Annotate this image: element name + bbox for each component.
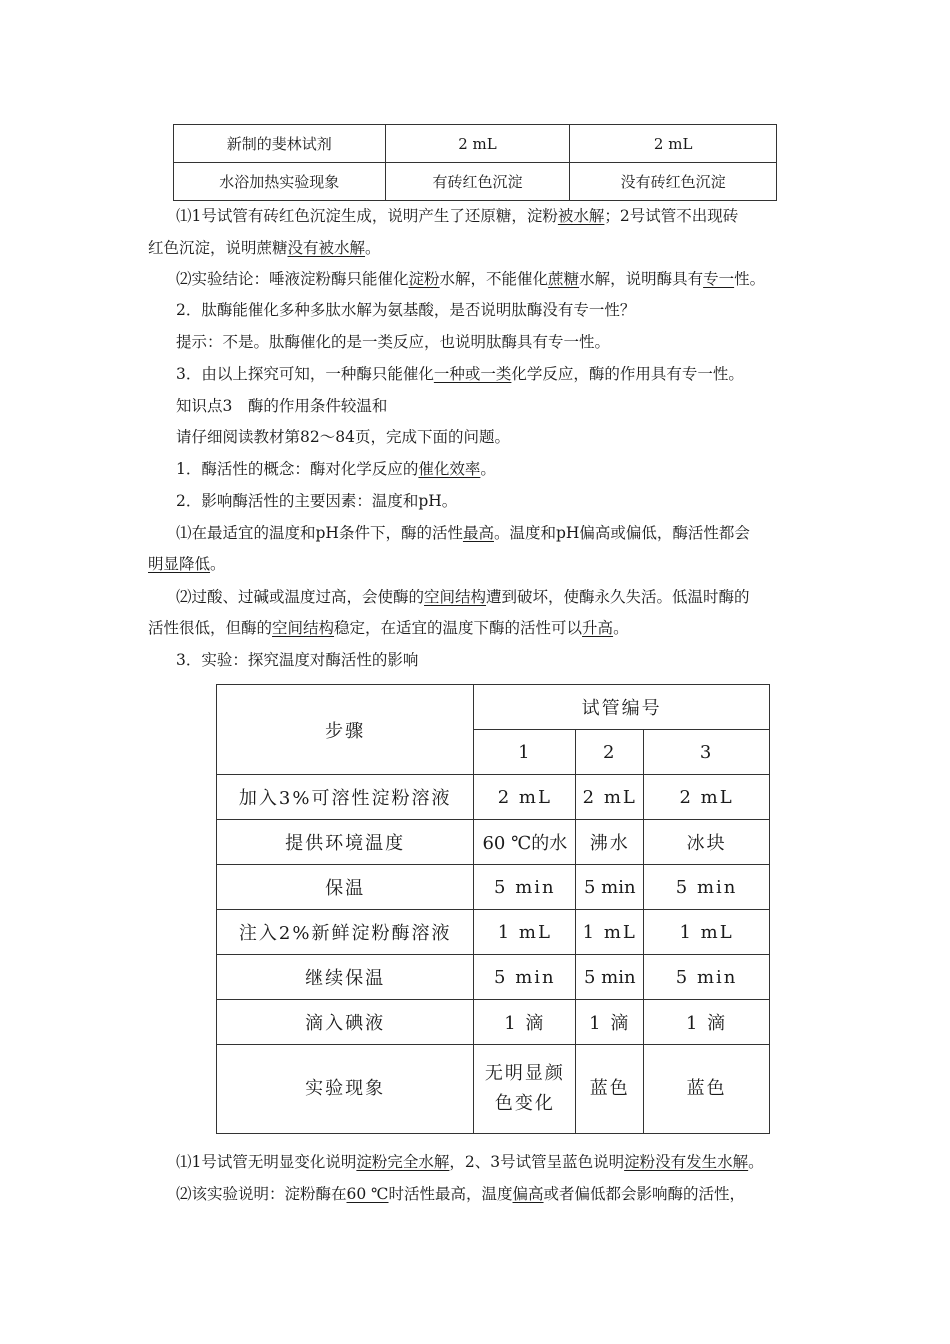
table-cell: 5 min [644,865,770,910]
text: 。 [613,619,629,637]
conclusion-paragraph [176,268,765,290]
text: 遭到破坏，使酶永久失活。低温时酶的 [486,588,750,606]
text: ；2号试管不出现砖 [604,207,739,225]
text: 。温度和pH偏高或偏低，酶活性都会 [493,524,750,542]
answer-blank: 升高 [582,619,614,637]
instruction: 请仔细阅读教材第82～84页，完成下面的问题。 [176,428,510,446]
result-1 [176,1151,764,1173]
answer-blank: 淀粉没有发生水解 [624,1153,749,1171]
table-row [217,865,770,910]
answer-blank: 偏高 [512,1185,544,1203]
table-cell: 加入3%可溶性淀粉溶液 [217,775,474,820]
table-cell: 水浴加热实验现象 [174,163,386,201]
answer-blank: 催化效率 [418,460,481,478]
definition [176,458,496,480]
factor-2 [176,586,750,608]
text: 红色沉淀，说明蔗糖 [148,239,288,257]
text: 3．由以上探究可知，一种酶只能催化 [176,365,434,383]
answer-blank: 空间结构 [424,588,487,606]
table-row [217,955,770,1000]
table-cell: 没有砖红色沉淀 [570,163,777,201]
table-cell: 1 mL [576,910,644,955]
table-row [217,910,770,955]
table-cell: 1 mL [644,910,770,955]
table-cell: 5 min [474,955,576,1000]
answer-blank: 没有被水解 [287,239,366,257]
text: ⑵该实验说明：淀粉酶在 [176,1185,347,1203]
table-cell: 提供环境温度 [217,820,474,865]
table-cell: 沸水 [576,820,644,865]
text: ⑵过酸、过碱或温度过高，会使酶的 [176,588,425,606]
result-paragraph-1 [176,205,738,227]
text: 。 [480,460,496,478]
table-cell: 1 滴 [576,1000,644,1045]
hint: 提示：不是。肽酶催化的是一类反应，也说明肽酶具有专一性。 [176,333,611,351]
table-row [174,125,777,163]
tube-number: 1 [474,730,576,775]
table-cell: 2 mL [576,775,644,820]
table-cell: 有砖红色沉淀 [385,163,570,201]
table-cell: 冰块 [644,820,770,865]
table-cell: 5 min [644,955,770,1000]
text: ，2、3号试管呈蓝色说明 [449,1153,625,1171]
table-cell: 2 mL [570,125,777,163]
section-heading: 知识点3 酶的作用条件较温和 [176,397,388,415]
table-cell: 注入2%新鲜淀粉酶溶液 [217,910,474,955]
text: 活性很低，但酶的 [148,619,273,637]
table-cell: 保温 [217,865,474,910]
question-3 [176,363,744,385]
text: 。 [748,1153,764,1171]
fehling-test-table [173,124,777,201]
answer-blank: 淀粉 [408,270,440,288]
table-cell: 2 mL [644,775,770,820]
answer-blank: 专一 [703,270,735,288]
text: 时活性最高，温度 [388,1185,513,1203]
table-cell: 新制的斐林试剂 [174,125,386,163]
table-cell: 1 mL [474,910,576,955]
table-cell: 继续保温 [217,955,474,1000]
table-cell: 蓝色 [576,1045,644,1134]
question-2: 2．肽酶能催化多种多肽水解为氨基酸，是否说明肽酶没有专一性？ [176,301,636,319]
table-row [174,163,777,201]
text: 化学反应，酶的作用具有专一性。 [511,365,744,383]
tube-number: 3 [644,730,770,775]
factor-2-cont [148,617,629,639]
factor-1 [176,522,750,544]
table-cell: 5 min [474,865,576,910]
answer-blank: 蔗糖 [548,270,580,288]
table-cell: 1 滴 [644,1000,770,1045]
answer-blank: 最高 [462,524,494,542]
table-row [217,820,770,865]
table-header-row [217,685,770,730]
result-2 [176,1183,745,1205]
text: ⑴在最适宜的温度和pH条件下，酶的活性 [176,524,463,542]
table-cell: 60 ℃的水 [474,820,576,865]
text: 。 [210,555,226,573]
text: 。 [365,239,381,257]
table-cell: 蓝色 [644,1045,770,1134]
table-cell [474,1045,576,1134]
table-cell: 2 mL [474,775,576,820]
table-cell: 滴入碘液 [217,1000,474,1045]
factors: 2．影响酶活性的主要因素：温度和pH。 [176,492,458,510]
text: ⑴1号试管无明显变化说明 [176,1153,357,1171]
text: 或者偏低都会影响酶的活性， [543,1185,746,1203]
observation-text: 无明显颜色变化 [484,1063,565,1114]
answer-blank: 明显降低 [148,555,211,573]
text: 稳定，在适宜的温度下酶的活性可以 [334,619,583,637]
temperature-experiment-table [216,684,770,1134]
text: 水解，不能催化 [439,270,549,288]
answer-blank: 淀粉完全水解 [356,1153,450,1171]
factor-1-cont [148,553,226,575]
text: ⑴1号试管有砖红色沉淀生成，说明产生了还原糖，淀粉 [176,207,558,225]
text: 1．酶活性的概念：酶对化学反应的 [176,460,419,478]
table-cell: 5 min [576,955,644,1000]
table-cell: 2 mL [385,125,570,163]
text: 性。 [734,270,766,288]
answer-blank: 一种或一类 [433,365,512,383]
table-row [217,1000,770,1045]
result-paragraph-1-cont [148,237,381,259]
table-row [217,775,770,820]
table-row [217,1045,770,1134]
experiment-title: 3．实验：探究温度对酶活性的影响 [176,651,419,669]
answer-blank: 空间结构 [272,619,335,637]
answer-blank: 60 ℃ [346,1185,389,1203]
text: 水解，说明酶具有 [579,270,704,288]
table-cell: 实验现象 [217,1045,474,1134]
text: ⑵实验结论：唾液淀粉酶只能催化 [176,270,409,288]
tube-header: 试管编号 [474,685,770,730]
table-cell: 1 滴 [474,1000,576,1045]
table-cell: 5 min [576,865,644,910]
step-header: 步骤 [217,685,474,775]
tube-number: 2 [576,730,644,775]
answer-blank: 被水解 [557,207,605,225]
